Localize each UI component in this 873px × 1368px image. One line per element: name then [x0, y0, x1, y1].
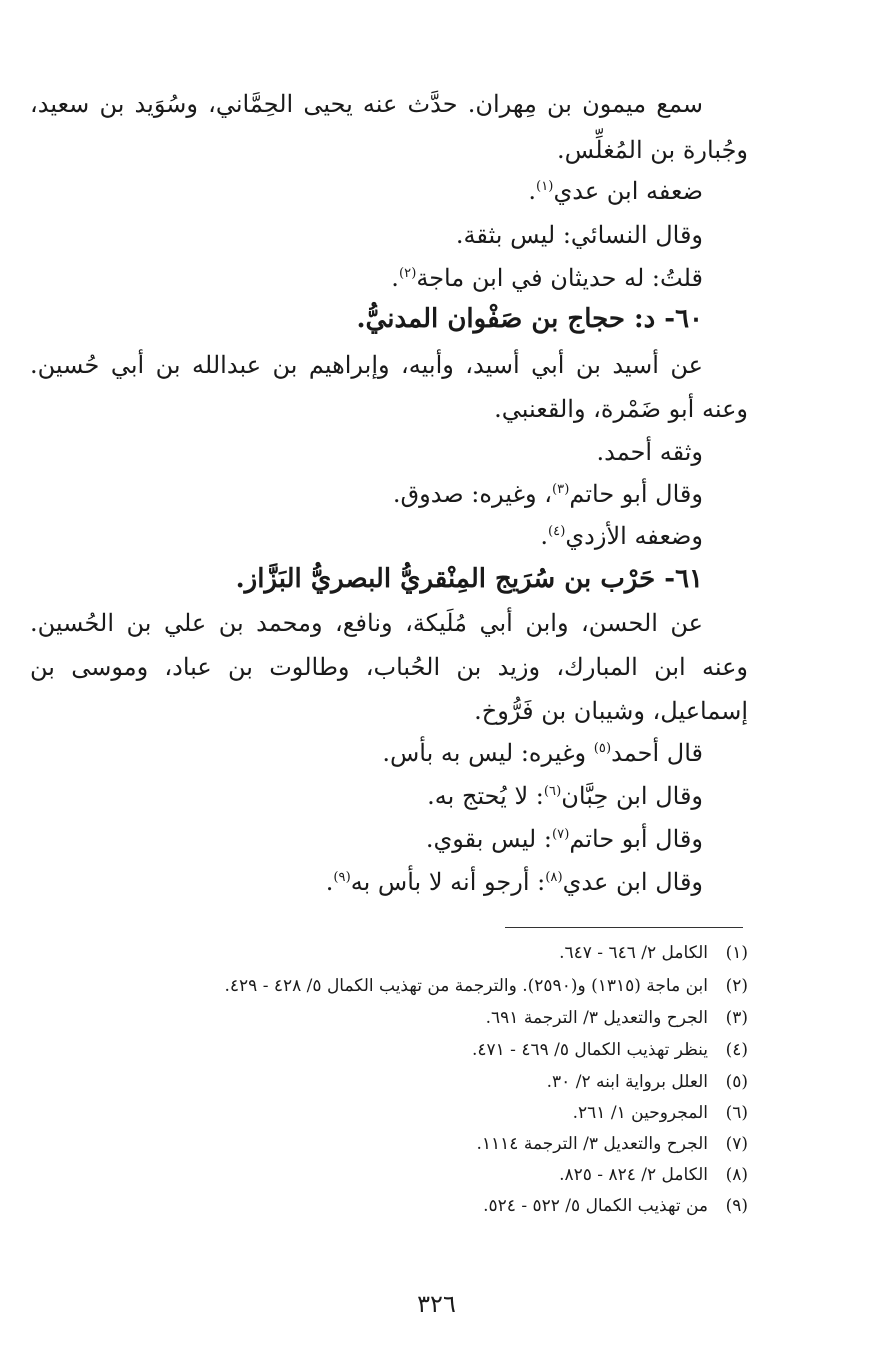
text-line	[326, 866, 703, 898]
footnote-text: العلل برواية ابنه ٢/ ٣٠.	[546, 1072, 708, 1092]
line-text: ضعفه ابن عدي	[553, 177, 703, 205]
footnote-ref[interactable]: (٢)	[398, 266, 417, 281]
footnote-ref[interactable]: (٨)	[545, 870, 563, 885]
footnote-ref[interactable]: (٩)	[333, 870, 351, 885]
text-line	[557, 134, 748, 166]
footnote-number: (٧)	[725, 1134, 748, 1154]
text-line	[30, 651, 748, 683]
text-line	[494, 393, 748, 425]
footnote	[486, 1006, 748, 1030]
footnote-ref[interactable]: (٥)	[593, 741, 612, 756]
text-line	[540, 520, 703, 552]
line-text: وجُبارة بن المُغلِّس.	[557, 136, 748, 164]
footnote-ref[interactable]: (٣)	[551, 482, 570, 497]
footnote-ref[interactable]: (١)	[536, 179, 554, 194]
footnote	[477, 1132, 749, 1156]
period: .	[325, 868, 334, 896]
line-text: وقال النسائي: ليس بثقة.	[455, 221, 703, 249]
text-line	[474, 695, 748, 727]
entry-heading	[236, 563, 703, 595]
footnote-text: الجرح والتعديل ٣/ الترجمة ١١١٤.	[476, 1134, 708, 1154]
footnote	[224, 974, 748, 998]
footnote-number: (٤)	[725, 1040, 748, 1060]
text-line	[393, 478, 703, 510]
footnote	[573, 1101, 748, 1125]
line-text: وقال أبو حاتم	[569, 480, 703, 508]
text-line	[427, 780, 703, 812]
line-text: إسماعيل، وشيبان بن فَرُّوخ.	[474, 697, 748, 725]
line-text: وعنه ابن المبارك، وزيد بن الحُباب، وطالوت بن عباد، وموسى بن	[30, 653, 748, 681]
line-text: عن الحسن، وابن أبي مُلَيكة، ونافع، ومحمد بن علي بن الحُسين.	[30, 609, 703, 637]
line-text: وقال ابن حِبَّان	[561, 782, 703, 810]
footnote-ref[interactable]: (٤)	[547, 524, 566, 539]
line-text: : ليس بقوي.	[425, 825, 552, 853]
line-text: قال أحمد	[611, 739, 703, 767]
text-line	[30, 349, 703, 381]
line-text: وغيره: ليس به بأس.	[382, 739, 594, 767]
footnote-ref[interactable]: (٦)	[543, 784, 562, 799]
footnote-number: (٨)	[725, 1165, 748, 1185]
page-number: ٣٢٦	[417, 1290, 456, 1318]
line-text: وثقه أحمد.	[596, 438, 703, 466]
footnote	[559, 941, 748, 965]
line-text: وعنه أبو ضَمْرة، والقعنبي.	[494, 395, 748, 423]
line-text: ، وغيره: صدوق.	[392, 480, 552, 508]
footnote-number: (٩)	[725, 1196, 748, 1216]
footnote	[559, 1163, 748, 1187]
footnote-text: المجروحين ١/ ٢٦١.	[572, 1103, 708, 1123]
line-text: عن أسيد بن أبي أسيد، وأبيه، وإبراهيم بن عبدالله بن أبي حُسين.	[30, 351, 703, 379]
footnote-ref[interactable]: (٧)	[551, 827, 570, 842]
footnote-text: ينظر تهذيب الكمال ٥/ ٤٦٩ - ٤٧١.	[471, 1040, 708, 1060]
heading-text: ٦١- حَرْب بن سُرَيج المِنْقريُّ البصريُّ البَزَّاز.	[235, 564, 703, 594]
footnote-number: (١)	[725, 943, 748, 963]
line-text: وقال ابن عدي	[562, 868, 703, 896]
text-line	[456, 219, 703, 251]
footnote-number: (٢)	[725, 976, 748, 996]
text-line	[391, 262, 703, 294]
text-line	[382, 737, 703, 769]
period: .	[391, 264, 399, 292]
footnote-number: (٥)	[725, 1072, 748, 1092]
line-text: سمع ميمون بن مِهران. حدَّث عنه يحيى الحِمَّاني، وسُوَيد بن سعيد،	[30, 90, 703, 118]
text-line	[596, 436, 703, 468]
footnote	[483, 1194, 748, 1218]
footnote	[472, 1038, 748, 1062]
footnote-text: من تهذيب الكمال ٥/ ٥٢٢ - ٥٢٤.	[483, 1196, 708, 1216]
footnote	[547, 1070, 748, 1094]
line-text: : أرجو أنه لا بأس به	[350, 868, 546, 896]
footnote-divider	[505, 927, 743, 928]
text-line	[528, 175, 703, 207]
footnote-text: الكامل ٢/ ٨٢٤ - ٨٢٥.	[559, 1165, 708, 1185]
line-text: قلتُ: له حديثان في ابن ماجة	[416, 264, 703, 292]
period: .	[540, 522, 548, 550]
text-line	[426, 823, 703, 855]
entry-heading	[356, 303, 703, 335]
line-text: : لا يُحتج به.	[427, 782, 544, 810]
line-text: وضعفه الأزدي	[565, 522, 703, 550]
text-line	[30, 607, 703, 639]
footnote-text: الجرح والتعديل ٣/ الترجمة ٦٩١.	[485, 1008, 708, 1028]
line-text: وقال أبو حاتم	[569, 825, 703, 853]
footnote-text: الكامل ٢/ ٦٤٦ - ٦٤٧.	[559, 943, 708, 963]
heading-text: ٦٠- د: حجاج بن صَفْوان المدنيُّ.	[356, 304, 703, 334]
period: .	[528, 177, 537, 205]
footnote-number: (٦)	[725, 1103, 748, 1123]
footnote-number: (٣)	[725, 1008, 748, 1028]
text-line	[30, 88, 703, 120]
footnote-text: ابن ماجة (١٣١٥) و(٢٥٩٠). والترجمة من تهذيب الكمال ٥/ ٤٢٨ - ٤٢٩.	[224, 976, 708, 996]
